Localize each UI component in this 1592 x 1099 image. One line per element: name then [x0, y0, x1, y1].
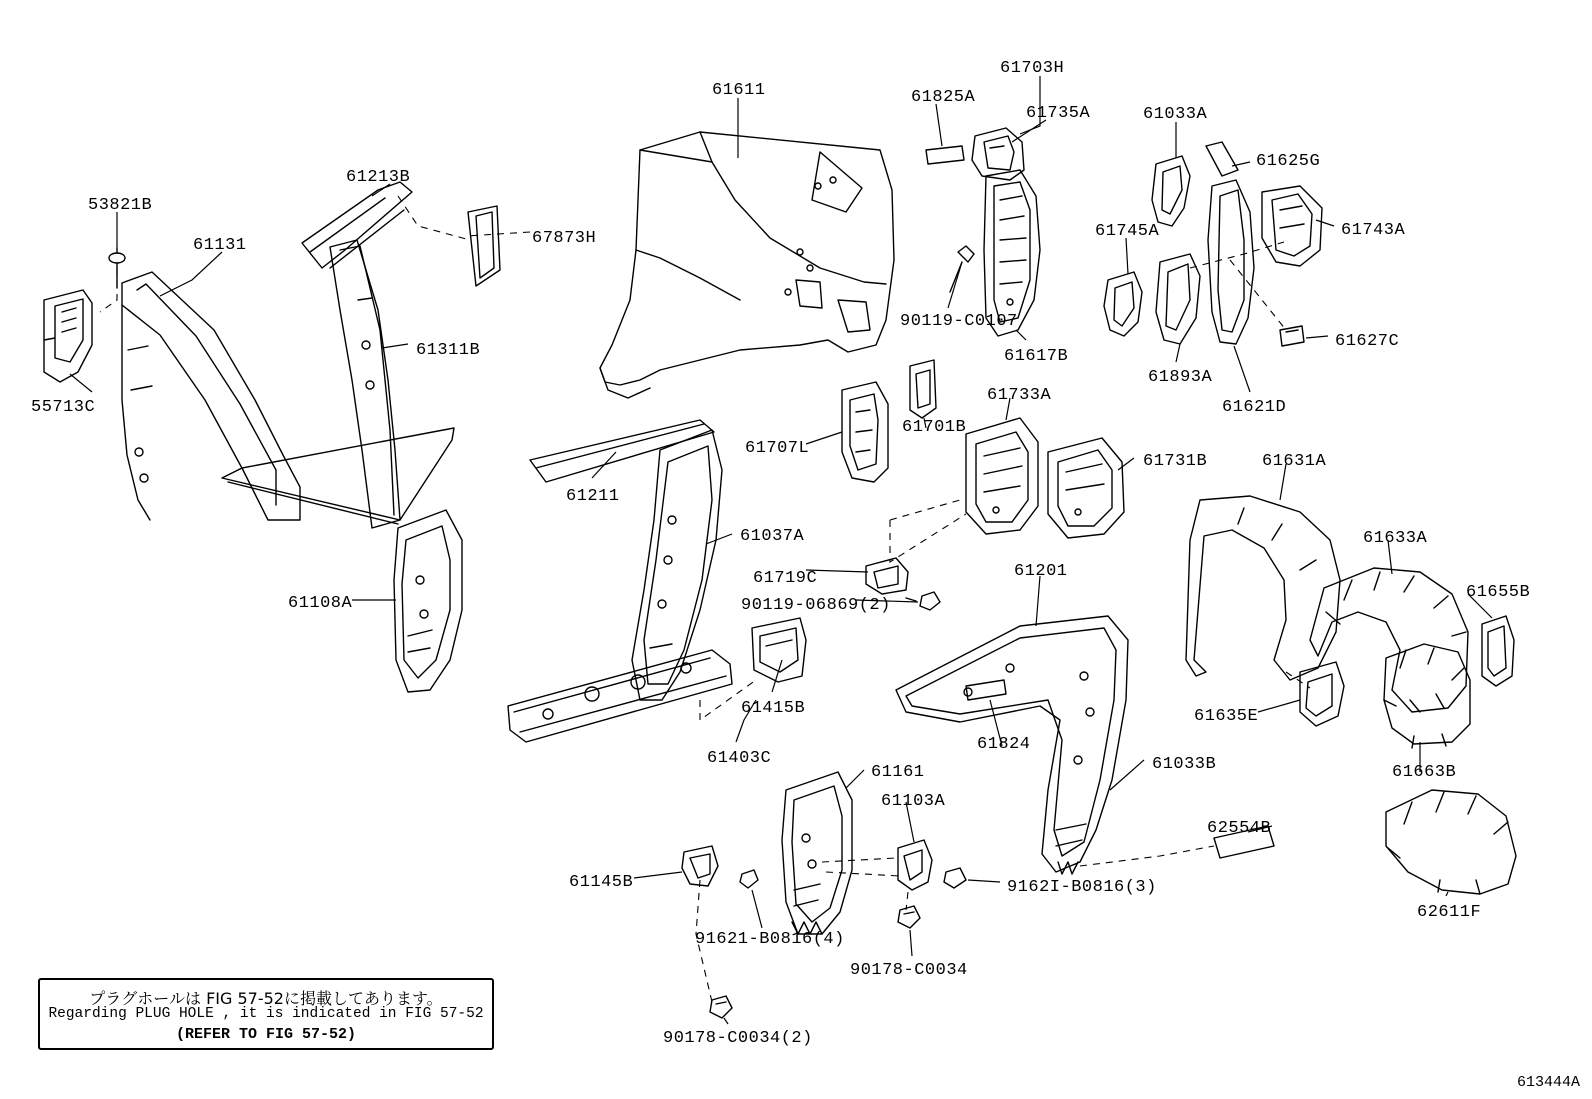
part-label: 61701B: [902, 418, 967, 437]
part-label: 61103A: [881, 792, 946, 811]
part-label: 61824: [977, 735, 1031, 754]
part-label: 67873H: [532, 229, 597, 248]
part-label: 61621D: [1222, 398, 1287, 417]
part-label: 61743A: [1341, 221, 1406, 240]
part-label: 61703H: [1000, 59, 1065, 78]
part-label: 61731B: [1143, 452, 1208, 471]
part-label: 61663B: [1392, 763, 1457, 782]
figure-code: 613444A: [1516, 1074, 1580, 1091]
part-label: 61403C: [707, 749, 772, 768]
part-label: 61627C: [1335, 332, 1400, 351]
part-label: 61213B: [346, 168, 411, 187]
part-label: 91621-B0816(4): [695, 930, 845, 949]
part-label: 61033B: [1152, 755, 1217, 774]
part-label: 61733A: [987, 386, 1052, 405]
part-label: 61211: [566, 487, 620, 506]
part-label: 61161: [871, 763, 925, 782]
part-label: 61707L: [745, 439, 810, 458]
part-label: 61635E: [1194, 707, 1259, 726]
part-label: 61719C: [753, 569, 818, 588]
part-label: 61893A: [1148, 368, 1213, 387]
part-label: 62611F: [1417, 903, 1482, 922]
part-label: 53821B: [88, 196, 153, 215]
part-label: 90119-06869(2): [741, 596, 891, 615]
part-label: 61131: [193, 236, 247, 255]
part-label: 61201: [1014, 562, 1068, 581]
part-label: 61311B: [416, 341, 481, 360]
part-label: 61108A: [288, 594, 353, 613]
note-reference: (REFER TO FIG 57-52): [175, 1026, 357, 1043]
part-label: 61617B: [1004, 347, 1069, 366]
part-label: 61745A: [1095, 222, 1160, 241]
part-label: 90119-C0107: [900, 312, 1018, 331]
part-label: 9162I-B0816(3): [1007, 878, 1157, 897]
part-label: 61633A: [1363, 529, 1428, 548]
note-box: [38, 978, 494, 1050]
part-label: 61037A: [740, 527, 805, 546]
part-label: 61145B: [569, 873, 634, 892]
part-label: 90178-C0034(2): [663, 1029, 813, 1048]
part-label: 90178-C0034: [850, 961, 968, 980]
note-japanese: プラグホールは FIG 57-52に掲載してあります。: [89, 989, 443, 1008]
part-label: 55713C: [31, 398, 96, 417]
part-label: 61611: [712, 81, 766, 100]
part-label: 61625G: [1256, 152, 1321, 171]
part-label: 61735A: [1026, 104, 1091, 123]
part-label: 61631A: [1262, 452, 1327, 471]
part-label: 61415B: [741, 699, 806, 718]
note-english: Regarding PLUG HOLE , it is indicated in FIG 57-52: [48, 1006, 484, 1022]
part-label: 61655B: [1466, 583, 1531, 602]
part-label: 61033A: [1143, 105, 1208, 124]
part-label: 61825A: [911, 88, 976, 107]
part-label: 62554B: [1207, 819, 1272, 838]
